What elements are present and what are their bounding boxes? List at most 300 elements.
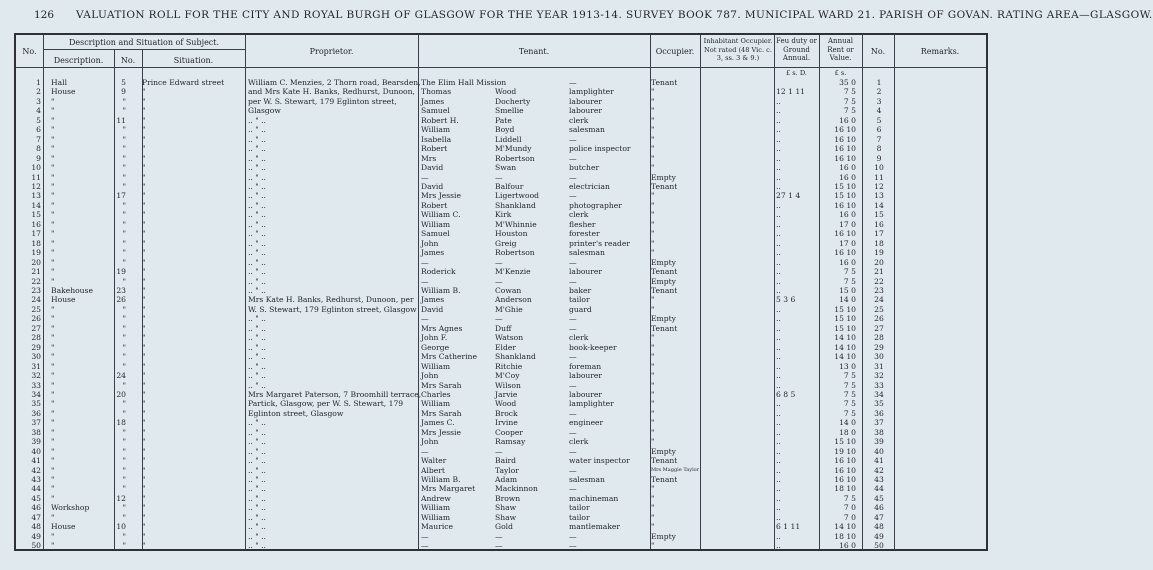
feu-duty-cell: .. <box>776 323 781 333</box>
table-row <box>16 125 986 134</box>
proprietor-cell: .. " .. <box>248 541 266 551</box>
tenant-surname-cell: Shaw <box>495 512 517 522</box>
tenant-surname-cell: Brown <box>495 493 521 503</box>
proprietor-cell: .. " .. <box>248 427 266 437</box>
table-row <box>16 87 986 96</box>
table-body <box>16 78 986 551</box>
tenant-forename-cell: — <box>421 541 429 551</box>
table-row <box>16 144 986 153</box>
annual-rent-cell: 14 10 <box>834 352 856 362</box>
feu-duty-cell: .. <box>776 493 781 503</box>
annual-rent-cell: 16 0 <box>839 210 856 220</box>
table-row <box>16 173 986 182</box>
tenant-trade-cell: — <box>569 380 577 390</box>
tenant-surname-cell: Shaw <box>495 503 517 513</box>
tenant-surname-cell: Boyd <box>495 125 515 135</box>
description-cell: House <box>51 522 76 532</box>
row-number: 40 <box>31 446 41 456</box>
table-row <box>16 541 986 550</box>
description-cell: " <box>51 380 55 390</box>
row-number: 45 <box>31 493 41 503</box>
table-row <box>16 532 986 541</box>
feu-duty-cell: .. <box>776 446 781 456</box>
feu-duty-cell: .. <box>776 229 781 239</box>
table-row <box>16 135 986 144</box>
tenant-trade-cell: labourer <box>569 389 603 399</box>
street-number-cell: " <box>122 181 126 191</box>
row-number-right: 40 <box>874 446 884 456</box>
annual-rent-cell: 7 5 <box>843 267 856 277</box>
description-cell: " <box>51 333 55 343</box>
proprietor-cell: .. " .. <box>248 172 266 182</box>
annual-rent-cell: 13 0 <box>839 361 856 371</box>
situation-cell: Prince Edward street <box>142 78 225 87</box>
description-cell: " <box>51 191 55 201</box>
proprietor-cell: .. " .. <box>248 210 266 220</box>
proprietor-cell: .. " .. <box>248 257 266 267</box>
situation-cell: " <box>142 134 146 144</box>
description-cell: " <box>51 144 55 154</box>
row-number-right: 8 <box>876 144 882 154</box>
page-number: 126 <box>34 9 55 21</box>
table-row <box>16 277 986 286</box>
row-number-right: 37 <box>874 418 884 428</box>
street-number-cell: 19 <box>116 267 126 277</box>
tenant-trade-cell: — <box>569 446 577 456</box>
row-number: 15 <box>31 210 41 220</box>
tenant-trade-cell: tailor <box>569 295 590 305</box>
annual-rent-cell: 15 10 <box>834 191 856 201</box>
feu-duty-cell: .. <box>776 342 781 352</box>
col-header-feu: Feu duty or Ground Annual. <box>776 37 817 62</box>
description-cell: " <box>51 276 55 286</box>
occupier-cell: Empty <box>651 531 676 541</box>
proprietor-cell: .. " .. <box>248 144 266 154</box>
row-number-right: 18 <box>874 238 884 248</box>
situation-cell: " <box>142 238 146 248</box>
street-number-cell: " <box>122 314 126 324</box>
tenant-surname-cell: — <box>495 446 503 456</box>
row-number-right: 13 <box>874 191 884 201</box>
row-number: 21 <box>31 267 41 277</box>
tenant-trade-cell: engineer <box>569 418 604 428</box>
tenant-forename-cell: Samuel <box>421 106 450 116</box>
col-header-description: Description. <box>53 56 104 65</box>
description-cell: Bakehouse <box>51 285 93 295</box>
description-cell: " <box>51 342 55 352</box>
description-cell: " <box>51 475 55 485</box>
situation-cell: " <box>142 333 146 343</box>
situation-cell: " <box>142 512 146 522</box>
tenant-forename-cell: James <box>421 96 445 106</box>
table-row <box>16 503 986 512</box>
tenant-surname-cell: Shankland <box>495 200 536 210</box>
feu-duty-cell: .. <box>776 456 781 466</box>
table-row <box>16 456 986 465</box>
situation-cell: " <box>142 229 146 239</box>
street-number-cell: " <box>122 219 126 229</box>
street-number-cell: " <box>122 408 126 418</box>
tenant-forename-cell: Robert <box>421 200 448 210</box>
table-row <box>16 97 986 106</box>
street-number-cell: " <box>122 238 126 248</box>
tenant-trade-cell: foreman <box>569 361 602 371</box>
row-number: 16 <box>31 219 41 229</box>
street-number-cell: " <box>122 153 126 163</box>
feu-duty-cell: .. <box>776 238 781 248</box>
table-row <box>16 399 986 408</box>
annual-rent-cell: 16 10 <box>834 144 856 154</box>
occupier-cell: " <box>651 380 655 390</box>
table-row <box>16 106 986 115</box>
situation-cell: " <box>142 522 146 532</box>
description-cell: " <box>51 465 55 475</box>
row-number-right: 23 <box>874 285 884 295</box>
occupier-cell: Tenant <box>651 323 678 333</box>
table-row <box>16 484 986 493</box>
street-number-cell: " <box>122 342 126 352</box>
occupier-cell: Tenant <box>651 267 678 277</box>
col-header-inhabitant: Inhabitant Occupier. Not rated (48 Vic. c. 3, ss. 3 & 9.) <box>703 37 773 62</box>
table-row <box>16 78 986 87</box>
annual-rent-cell: 7 5 <box>843 96 856 106</box>
tenant-forename-cell: William <box>421 512 451 522</box>
table-row <box>16 295 986 304</box>
street-number-cell: 23 <box>116 285 126 295</box>
tenant-surname-cell: M'Mundy <box>495 144 532 154</box>
tenant-surname-cell: — <box>495 172 503 182</box>
street-number-cell: " <box>122 446 126 456</box>
annual-rent-cell: 35 0 <box>839 78 856 87</box>
street-number-cell: " <box>122 304 126 314</box>
annual-rent-cell: 14 0 <box>839 418 856 428</box>
feu-duty-cell: .. <box>776 248 781 258</box>
occupier-cell: " <box>651 229 655 239</box>
feu-duty-cell: .. <box>776 541 781 551</box>
tenant-forename-cell: Mrs Jessie <box>421 191 461 201</box>
occupier-cell: " <box>651 144 655 154</box>
occupier-cell: " <box>651 352 655 362</box>
feu-duty-cell: 6 8 5 <box>776 389 796 399</box>
tenant-surname-cell: Wood <box>495 399 517 409</box>
feu-duty-cell: .. <box>776 200 781 210</box>
proprietor-cell: .. " .. <box>248 371 266 381</box>
street-number-cell: " <box>122 531 126 541</box>
row-number-right: 50 <box>874 541 884 551</box>
row-number-right: 29 <box>874 342 884 352</box>
occupier-cell: Tenant <box>651 475 678 485</box>
proprietor-cell: .. " .. <box>248 248 266 258</box>
street-number-cell: " <box>122 276 126 286</box>
row-number-right: 11 <box>874 172 884 182</box>
annual-rent-cell: 16 10 <box>834 465 856 475</box>
tenant-forename-cell: — <box>421 314 429 324</box>
street-number-cell: " <box>122 475 126 485</box>
feu-duty-cell: .. <box>776 361 781 371</box>
occupier-cell: Tenant <box>651 285 678 295</box>
tenant-surname-cell: Ritchie <box>495 361 523 371</box>
row-number-right: 43 <box>874 475 884 485</box>
col-header-no2: No. <box>870 47 886 56</box>
proprietor-cell: .. " .. <box>248 238 266 248</box>
row-number: 32 <box>31 371 41 381</box>
tenant-trade-cell: tailor <box>569 503 590 513</box>
proprietor-cell: .. " .. <box>248 115 266 125</box>
tenant-surname-cell: Houston <box>495 229 528 239</box>
description-cell: " <box>51 446 55 456</box>
tenant-surname-cell: Duff <box>495 323 512 333</box>
tenant-forename-cell: Isabella <box>421 134 452 144</box>
situation-cell: " <box>142 276 146 286</box>
annual-rent-cell: 15 0 <box>839 285 856 295</box>
feu-duty-cell: 12 1 11 <box>776 87 805 97</box>
table-row <box>16 494 986 503</box>
tenant-trade-cell: lamplighter <box>569 399 614 409</box>
occupier-cell: " <box>651 153 655 163</box>
proprietor-cell: and Mrs Kate H. Banks, Redhurst, Dunoon, <box>248 87 415 97</box>
annual-rent-cell: 7 5 <box>843 493 856 503</box>
street-number-cell: " <box>122 106 126 116</box>
tenant-trade-cell: salesman <box>569 475 605 485</box>
situation-cell: " <box>142 163 146 173</box>
proprietor-cell: .. " .. <box>248 134 266 144</box>
occupier-cell: " <box>651 96 655 106</box>
tenant-forename-cell: Andrew <box>421 493 451 503</box>
tenant-trade-cell: — <box>569 191 577 201</box>
annual-rent-cell: 15 10 <box>834 437 856 447</box>
annual-rent-cell: 17 0 <box>839 238 856 248</box>
description-cell: House <box>51 87 76 97</box>
occupier-cell: Empty <box>651 257 676 267</box>
feu-duty-cell: 27 1 4 <box>776 191 801 201</box>
proprietor-cell: Glasgow <box>248 106 281 116</box>
row-number: 44 <box>31 484 41 494</box>
row-number-right: 4 <box>876 106 882 116</box>
occupier-cell: " <box>651 333 655 343</box>
row-number-right: 7 <box>876 134 882 144</box>
tenant-trade-cell: — <box>569 172 577 182</box>
col-header-tenant: Tenant. <box>518 47 550 56</box>
annual-rent-cell: 7 5 <box>843 380 856 390</box>
tenant-surname-cell: Taylor <box>495 465 519 475</box>
description-cell: " <box>51 115 55 125</box>
proprietor-cell: .. " .. <box>248 342 266 352</box>
situation-cell: " <box>142 427 146 437</box>
tenant-trade-cell: clerk <box>569 437 589 447</box>
tenant-surname-cell: Gold <box>495 522 513 532</box>
tenant-trade-cell: — <box>569 427 577 437</box>
table-row <box>16 428 986 437</box>
row-number: 24 <box>31 295 41 305</box>
feu-duty-cell: .. <box>776 304 781 314</box>
feu-duty-cell: .. <box>776 427 781 437</box>
tenant-surname-cell: M'Ghie <box>495 304 523 314</box>
feu-duty-cell: .. <box>776 134 781 144</box>
annual-rent-cell: 18 10 <box>834 531 856 541</box>
row-number: 10 <box>31 163 41 173</box>
street-number-cell: 5 <box>121 78 126 87</box>
street-number-cell: " <box>122 484 126 494</box>
street-number-cell: 9 <box>121 87 126 97</box>
row-number-right: 42 <box>874 465 884 475</box>
row-number: 33 <box>31 380 41 390</box>
occupier-cell: " <box>651 238 655 248</box>
feu-duty-cell: 6 1 11 <box>776 522 801 532</box>
situation-cell: " <box>142 361 146 371</box>
proprietor-cell: Partick, Glasgow, per W. S. Stewart, 179 <box>248 399 404 409</box>
row-number: 20 <box>31 257 41 267</box>
row-number-right: 5 <box>876 115 882 125</box>
description-cell: Workshop <box>51 503 90 513</box>
description-cell: " <box>51 172 55 182</box>
annual-rent-cell: 14 0 <box>839 295 856 305</box>
tenant-surname-cell: Docherty <box>495 96 531 106</box>
annual-rent-cell: 16 10 <box>834 200 856 210</box>
feu-duty-cell: .. <box>776 333 781 343</box>
col-header-no: No. <box>22 47 37 56</box>
annual-rent-cell: 18 0 <box>839 427 856 437</box>
occupier-cell: " <box>651 427 655 437</box>
tenant-surname-cell: Jarvie <box>495 389 518 399</box>
street-number-cell: " <box>122 172 126 182</box>
row-number: 17 <box>31 229 41 239</box>
annual-rent-cell: 7 5 <box>843 106 856 116</box>
feu-duty-cell: .. <box>776 314 781 324</box>
occupier-cell: Empty <box>651 172 676 182</box>
occupier-cell: Empty <box>651 314 676 324</box>
proprietor-cell: .. " .. <box>248 380 266 390</box>
row-number-right: 48 <box>874 522 884 532</box>
tenant-surname-cell: Liddell <box>495 134 522 144</box>
row-number-right: 6 <box>876 125 882 135</box>
tenant-forename-cell: James <box>421 295 445 305</box>
tenant-trade-cell: — <box>569 323 577 333</box>
annual-rent-cell: 7 5 <box>843 408 856 418</box>
row-number: 9 <box>36 153 41 163</box>
tenant-forename-cell: John <box>421 437 439 447</box>
occupier-cell: " <box>651 484 655 494</box>
row-number: 42 <box>31 465 41 475</box>
street-number-cell: " <box>122 333 126 343</box>
feu-duty-cell: .. <box>776 418 781 428</box>
street-number-cell: 11 <box>116 115 126 125</box>
feu-duty-cell: .. <box>776 352 781 362</box>
situation-cell: " <box>142 531 146 541</box>
row-number-right: 36 <box>874 408 884 418</box>
row-number: 39 <box>31 437 41 447</box>
situation-cell: " <box>142 389 146 399</box>
proprietor-cell: .. " .. <box>248 352 266 362</box>
row-number-right: 9 <box>876 153 882 163</box>
annual-rent-cell: 15 10 <box>834 181 856 191</box>
tenant-trade-cell: labourer <box>569 267 603 277</box>
description-cell: " <box>51 389 55 399</box>
row-number-right: 22 <box>874 276 884 286</box>
description-cell: House <box>51 295 76 305</box>
tenant-trade-cell: — <box>569 134 577 144</box>
tenant-forename-cell: William <box>421 219 451 229</box>
proprietor-cell: W. S. Stewart, 179 Eglinton street, Glasgow <box>248 304 417 314</box>
tenant-trade-cell: labourer <box>569 371 603 381</box>
row-number: 35 <box>31 399 41 409</box>
situation-cell: " <box>142 87 146 97</box>
description-cell: " <box>51 257 55 267</box>
description-cell: " <box>51 106 55 116</box>
proprietor-cell: .. " .. <box>248 484 266 494</box>
annual-rent-cell: 16 10 <box>834 125 856 135</box>
feu-duty-cell: .. <box>776 115 781 125</box>
situation-cell: " <box>142 399 146 409</box>
situation-cell: " <box>142 323 146 333</box>
description-cell: " <box>51 229 55 239</box>
tenant-surname-cell: Ligertwood <box>495 191 540 201</box>
street-number-cell: 18 <box>116 418 126 428</box>
description-cell: " <box>51 314 55 324</box>
street-number-cell: " <box>122 229 126 239</box>
tenant-surname-cell: Irvine <box>495 418 518 428</box>
street-number-cell: " <box>122 361 126 371</box>
situation-cell: " <box>142 115 146 125</box>
annual-rent-cell: 16 10 <box>834 248 856 258</box>
situation-cell: " <box>142 475 146 485</box>
tenant-surname-cell: Anderson <box>495 295 532 305</box>
tenant-forename-cell: — <box>421 531 429 541</box>
row-number-right: 26 <box>874 314 884 324</box>
annual-rent-cell: 7 5 <box>843 276 856 286</box>
row-number: 25 <box>31 304 41 314</box>
street-number-cell: " <box>122 323 126 333</box>
row-number: 38 <box>31 427 41 437</box>
tenant-trade-cell: police inspector <box>569 144 631 154</box>
situation-cell: " <box>142 380 146 390</box>
feu-duty-cell: .. <box>776 531 781 541</box>
row-number-right: 14 <box>874 200 884 210</box>
feu-duty-cell: .. <box>776 475 781 485</box>
annual-rent-cell: 7 5 <box>843 371 856 381</box>
situation-cell: " <box>142 503 146 513</box>
tenant-trade-cell: printer's reader <box>569 238 631 248</box>
tenant-forename-cell: William <box>421 361 451 371</box>
table-row <box>16 258 986 267</box>
row-number-right: 10 <box>874 163 884 173</box>
proprietor-cell: .. " .. <box>248 191 266 201</box>
annual-rent-cell: 16 10 <box>834 456 856 466</box>
row-number-right: 16 <box>874 219 884 229</box>
description-cell: " <box>51 541 55 551</box>
row-number: 5 <box>36 115 41 125</box>
street-number-cell: " <box>122 399 126 409</box>
tenant-trade-cell: machineman <box>569 493 619 503</box>
street-number-cell: " <box>122 427 126 437</box>
row-number: 11 <box>31 172 41 182</box>
situation-cell: " <box>142 125 146 135</box>
street-number-cell: 12 <box>116 493 126 503</box>
situation-cell: " <box>142 493 146 503</box>
occupier-cell: " <box>651 125 655 135</box>
tenant-forename-cell: William <box>421 125 451 135</box>
row-number-right: 25 <box>874 304 884 314</box>
tenant-forename-cell: — <box>421 276 429 286</box>
street-number-cell: " <box>122 541 126 551</box>
description-cell: " <box>51 418 55 428</box>
table-row <box>16 210 986 219</box>
feu-duty-cell: .. <box>776 276 781 286</box>
proprietor-cell: .. " .. <box>248 437 266 447</box>
table-row <box>16 163 986 172</box>
annual-rent-cell: 19 10 <box>834 446 856 456</box>
street-number-cell: " <box>122 163 126 173</box>
proprietor-cell: .. " .. <box>248 200 266 210</box>
